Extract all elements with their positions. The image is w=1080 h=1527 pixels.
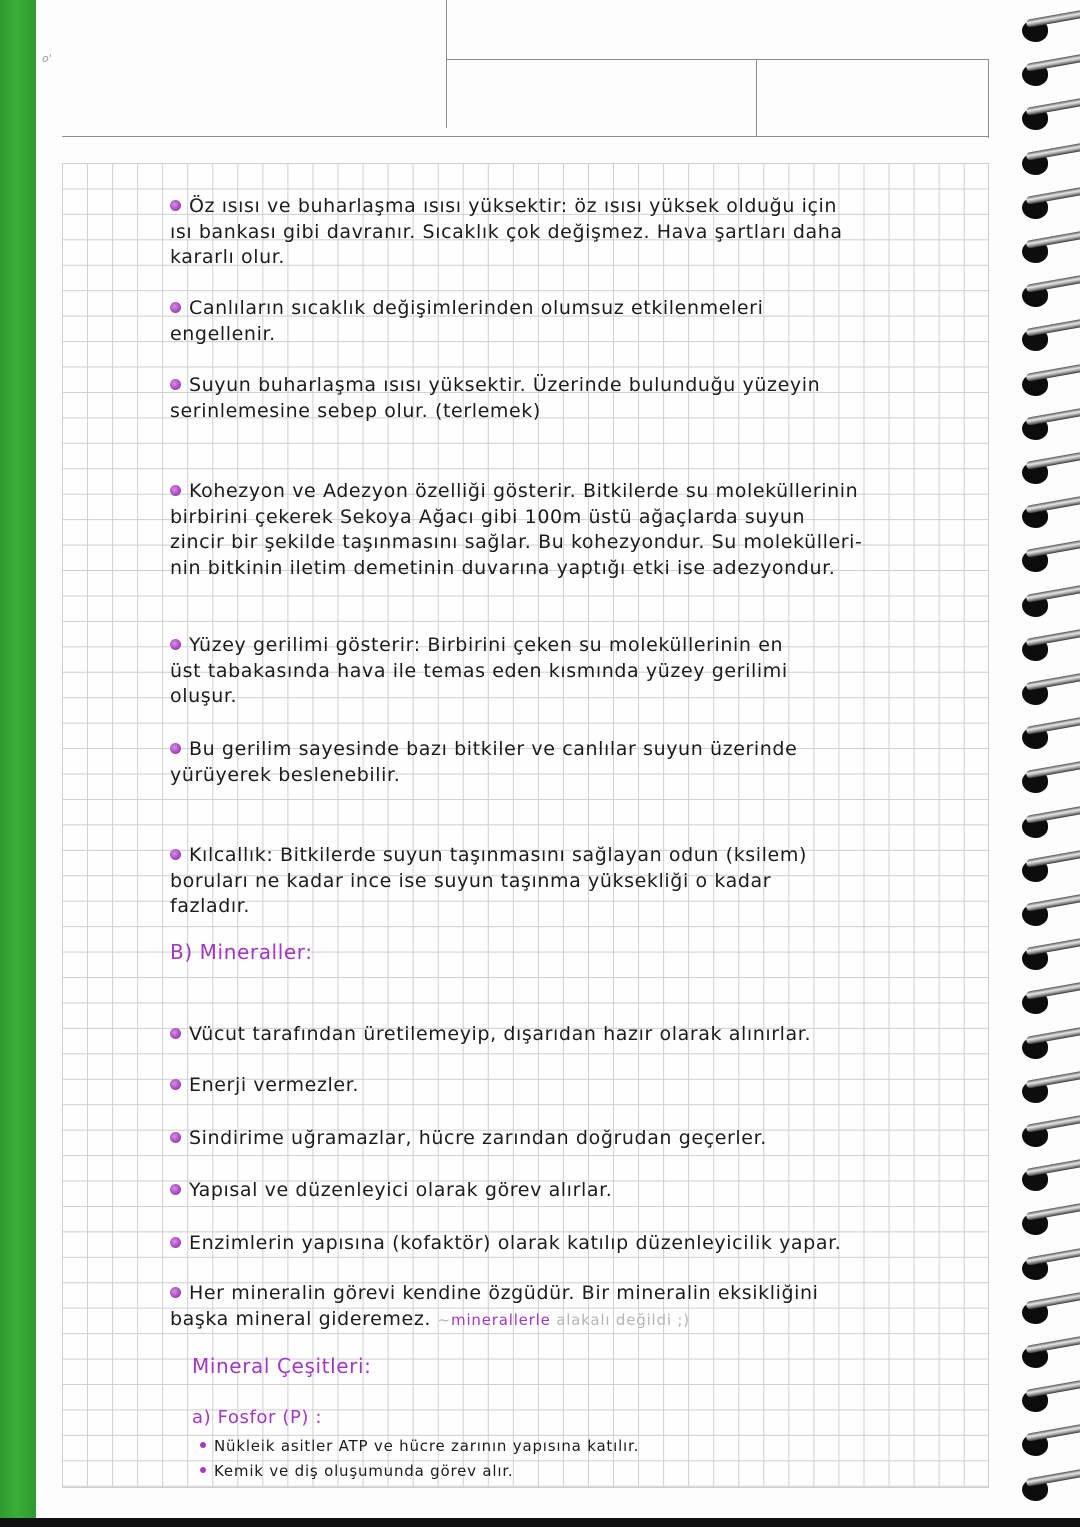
- note-line: Kohezyon ve Adezyon özelliği gösterir. Bitkilerde su moleküllerinin: [189, 480, 859, 502]
- corner-mark: o': [42, 52, 52, 65]
- note-paragraph: [170, 479, 863, 581]
- spiral-ring-icon: [1022, 1382, 1080, 1412]
- spiral-ring-icon: [1022, 1205, 1080, 1235]
- purple-bullet-icon: [170, 379, 181, 390]
- spiral-ring-icon: [1022, 1117, 1080, 1147]
- spiral-ring-icon: [1022, 984, 1080, 1014]
- purple-bullet-icon: [170, 1132, 181, 1143]
- header-rule: [62, 136, 988, 137]
- purple-bullet-icon: [170, 302, 181, 313]
- note-line: fazladır.: [170, 895, 251, 917]
- spiral-ring-icon: [1022, 1426, 1080, 1456]
- note-line: yürüyerek beslenebilir.: [170, 763, 401, 786]
- mineral-item: [170, 1073, 359, 1099]
- purple-bullet-icon: [170, 743, 181, 754]
- note-comment: alakalı değildi ;): [550, 1310, 690, 1329]
- purple-bullet-icon: [170, 849, 181, 860]
- spiral-ring-icon: [1022, 498, 1080, 528]
- note-line: birbirini çekerek Sekoya Ağacı gibi 100m üstü ağaçlarda suyun: [170, 505, 806, 528]
- spiral-ring-icon: [1022, 12, 1080, 42]
- tilde: ~: [437, 1310, 452, 1329]
- mineral-item: [170, 1022, 811, 1048]
- spiral-ring-icon: [1022, 145, 1080, 175]
- note-line: Sindirime uğramazlar, hücre zarından doğrudan geçerler.: [189, 1127, 767, 1149]
- mineral-item: [170, 1126, 767, 1152]
- note-line: kararlı olur.: [170, 246, 286, 268]
- note-line: başka mineral gideremez.: [170, 1307, 432, 1330]
- spiral-ring-icon: [1022, 1250, 1080, 1280]
- spiral-ring-icon: [1022, 100, 1080, 130]
- spiral-ring-icon: [1022, 321, 1080, 351]
- note-line: boruları ne kadar ince ise suyun taşınma yüksekliği o kadar: [170, 869, 772, 892]
- spiral-ring-icon: [1022, 1338, 1080, 1368]
- mineral-item: [170, 1178, 612, 1204]
- section-heading-mineral-types: Mineral Çeşitleri:: [192, 1354, 372, 1378]
- spiral-ring-icon: [1022, 410, 1080, 440]
- note-paragraph: [170, 633, 788, 710]
- spiral-ring-icon: [1022, 1294, 1080, 1324]
- note-line: engellenir.: [170, 322, 276, 345]
- purple-bullet-icon: [170, 639, 181, 650]
- purple-bullet-icon: [170, 1079, 181, 1090]
- note-line: Nükleik asitler ATP ve hücre zarının yapısına katılır.: [214, 1437, 640, 1455]
- header-box-divider: [756, 59, 757, 137]
- note-line: Suyun buharlaşma ısısı yüksektir. Üzerinde bulunduğu yüzeyin: [189, 374, 821, 396]
- mineral-item: [170, 1281, 819, 1333]
- note-line: Yüzey gerilimi gösterir: Birbirini çeken su moleküllerinin en: [189, 634, 784, 656]
- page-bottom-shadow: [0, 1518, 1080, 1527]
- note-line: nin bitkinin iletim demetinin duvarına yaptığı etki ise adezyondur.: [170, 556, 836, 579]
- spiral-ring-icon: [1022, 940, 1080, 970]
- spiral-ring-icon: [1022, 808, 1080, 838]
- spiral-ring-icon: [1022, 1161, 1080, 1191]
- note-paragraph: [170, 194, 843, 271]
- spiral-ring-icon: [1022, 366, 1080, 396]
- note-line: zincir bir şekilde taşınmasını sağlar. Bu kohezyondur. Su molekülleri-: [170, 531, 863, 553]
- note-line: Yapısal ve düzenleyici olarak görev alırlar.: [189, 1179, 613, 1201]
- spiral-ring-icon: [1022, 852, 1080, 882]
- note-line: Kılcallık: Bitkilerde suyun taşınmasını sağlayan odun (ksilem): [189, 844, 807, 866]
- small-purple-bullet-icon: [200, 1442, 206, 1448]
- spiral-ring-icon: [1022, 454, 1080, 484]
- purple-bullet-icon: [170, 485, 181, 496]
- section-heading-minerals: B) Mineraller:: [170, 940, 313, 964]
- spiral-ring-icon: [1022, 675, 1080, 705]
- note-line: Vücut tarafından üretilemeyip, dışarıdan hazır olarak alınırlar.: [189, 1023, 812, 1045]
- spiral-ring-icon: [1022, 56, 1080, 86]
- note-line: Kemik ve diş oluşumunda görev alır.: [214, 1462, 514, 1480]
- purple-bullet-icon: [170, 200, 181, 211]
- note-line: Bu gerilim sayesinde bazı bitkiler ve canlılar suyun üzerinde: [189, 738, 798, 760]
- pencil-note: [438, 1311, 690, 1329]
- small-purple-bullet-icon: [200, 1467, 206, 1473]
- note-highlight: minerallerle: [451, 1310, 551, 1329]
- spiral-ring-icon: [1022, 896, 1080, 926]
- spiral-ring-icon: [1022, 1471, 1080, 1501]
- note-line: oluşur.: [170, 685, 238, 707]
- spiral-ring-icon: [1022, 763, 1080, 793]
- note-line: Canlıların sıcaklık değişimlerinden olumsuz etkilenmeleri: [189, 297, 764, 319]
- spiral-ring-icon: [1022, 719, 1080, 749]
- note-line: Öz ısısı ve buharlaşma ısısı yüksektir: öz ısısı yüksek olduğu için: [189, 195, 838, 217]
- note-line: üst tabakasında hava ile temas eden kısmında yüzey gerilimi: [170, 659, 788, 682]
- purple-bullet-icon: [170, 1237, 181, 1248]
- spiral-ring-icon: [1022, 631, 1080, 661]
- spiral-ring-icon: [1022, 542, 1080, 572]
- purple-bullet-icon: [170, 1028, 181, 1039]
- header-box: [446, 59, 989, 138]
- spiral-binding: [1014, 0, 1080, 1518]
- spiral-ring-icon: [1022, 277, 1080, 307]
- note-line: Her mineralin görevi kendine özgüdür. Bir mineralin eksikliğini: [189, 1282, 819, 1304]
- spiral-ring-icon: [1022, 1029, 1080, 1059]
- notebook-cover-edge: [0, 0, 36, 1527]
- note-line: Enerji vermezler.: [189, 1074, 360, 1096]
- note-line: ısı bankası gibi davranır. Sıcaklık çok değişmez. Hava şartları daha: [170, 220, 843, 243]
- phosphorus-bullets: [200, 1434, 639, 1484]
- mineral-item: [170, 1231, 841, 1257]
- purple-bullet-icon: [170, 1287, 181, 1298]
- spiral-ring-icon: [1022, 1073, 1080, 1103]
- spiral-ring-icon: [1022, 233, 1080, 263]
- note-paragraph: [170, 296, 763, 347]
- note-line: serinlemesine sebep olur. (terlemek): [170, 399, 541, 422]
- spiral-ring-icon: [1022, 189, 1080, 219]
- note-paragraph: [170, 843, 807, 920]
- spiral-ring-icon: [1022, 587, 1080, 617]
- note-line: Enzimlerin yapısına (kofaktör) olarak katılıp düzenleyicilik yapar.: [189, 1232, 842, 1254]
- note-paragraph: [170, 737, 797, 788]
- purple-bullet-icon: [170, 1184, 181, 1195]
- subheading-phosphorus: a) Fosfor (P) :: [192, 1407, 323, 1428]
- note-paragraph: [170, 373, 820, 424]
